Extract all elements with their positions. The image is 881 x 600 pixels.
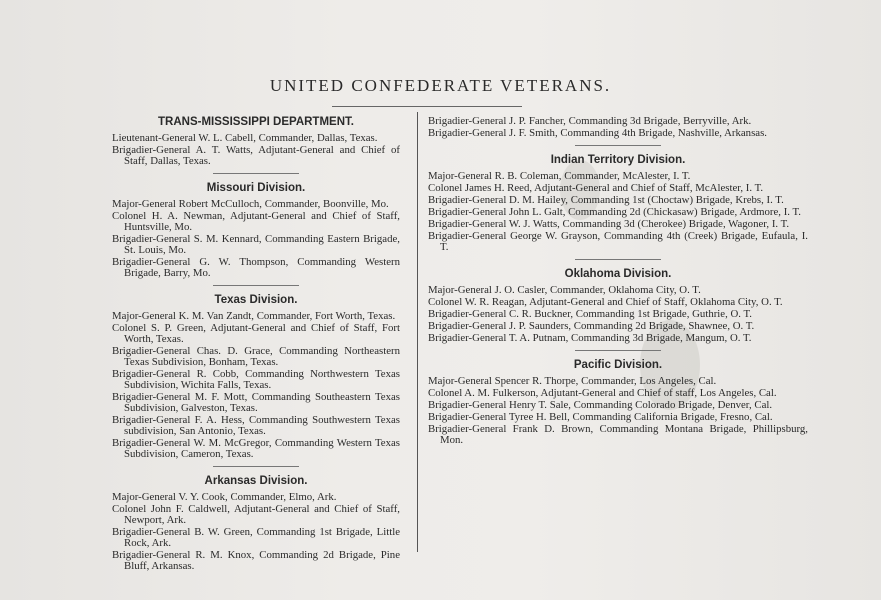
- officer-entry: Colonel W. R. Reagan, Adjutant-General and Chief of Staff, Oklahoma City, O. T.: [428, 296, 783, 308]
- officer-entry: Brigadier-General B. W. Green, Commanding 1st Brigade, Little Rock, Ark.: [112, 526, 400, 549]
- officer-entry: Brigadier-General C. R. Buckner, Commanding 1st Brigade, Guthrie, O. T.: [428, 308, 752, 320]
- officer-entry: Brigadier-General J. P. Fancher, Commanding 3d Brigade, Berryville, Ark.: [428, 115, 752, 127]
- officer-entry: Brigadier-General G. W. Thompson, Commanding Western Brigade, Barry, Mo.: [112, 256, 400, 279]
- section-rule: [575, 350, 661, 351]
- officer-entry: Brigadier-General A. T. Watts, Adjutant-General and Chief of Staff, Dallas, Texas.: [112, 144, 400, 167]
- division-missouri: [112, 182, 400, 279]
- officer-entry: Colonel A. M. Fulkerson, Adjutant-General and Chief of staff, Los Angeles, Cal.: [428, 387, 777, 399]
- officer-entry: Brigadier-General Frank D. Brown, Commanding Montana Brigade, Phillipsburg, Mon.: [428, 423, 808, 446]
- division-pacific: [428, 359, 808, 446]
- officer-entry: Brigadier-General Henry T. Sale, Commanding Colorado Brigade, Denver, Cal.: [428, 399, 773, 411]
- division-texas: [112, 294, 400, 460]
- officer-entry: Brigadier-General M. F. Mott, Commanding Southeastern Texas Subdivision, Galveston, Texas.: [112, 391, 400, 414]
- officer-entry: Brigadier-General R. Cobb, Commanding Northwestern Texas Subdivision, Wichita Falls, Texas.: [112, 368, 400, 391]
- officer-entry: Colonel H. A. Newman, Adjutant-General and Chief of Staff, Huntsville, Mo.: [112, 210, 400, 233]
- officer-entry: Brigadier-General D. M. Hailey, Commanding 1st (Choctaw) Brigade, Krebs, I. T.: [428, 194, 784, 206]
- officer-entry: Brigadier-General Chas. D. Grace, Commanding Northeastern Texas Subdivision, Bonham, Texas.: [112, 345, 400, 368]
- section-rule: [575, 259, 661, 260]
- page-title: UNITED CONFEDERATE VETERANS.: [269, 76, 612, 95]
- officer-entry: Lieutenant-General W. L. Cabell, Commander, Dallas, Texas.: [112, 132, 378, 144]
- division-heading: Texas Division.: [214, 294, 298, 306]
- officer-entry: Brigadier-General S. M. Kennard, Commanding Eastern Brigade, St. Louis, Mo.: [112, 233, 400, 256]
- department-section: [112, 116, 400, 167]
- officer-entry: Colonel John F. Caldwell, Adjutant-General and Chief of Staff, Newport, Ark.: [112, 503, 400, 526]
- left-column: [112, 116, 400, 578]
- officer-entry: Brigadier-General T. A. Putnam, Commanding 3d Brigade, Mangum, O. T.: [428, 332, 752, 344]
- officer-entry: Brigadier-General Tyree H. Bell, Commanding California Brigade, Fresno, Cal.: [428, 411, 773, 423]
- officer-entry: Major-General Spencer R. Thorpe, Commander, Los Angeles, Cal.: [428, 375, 717, 387]
- division-heading: Arkansas Division.: [204, 475, 308, 487]
- column-divider: [417, 112, 418, 552]
- officer-entry: Major-General K. M. Van Zandt, Commander, Fort Worth, Texas.: [112, 310, 396, 322]
- officer-entry: Colonel James H. Reed, Adjutant-General and Chief of Staff, McAlester, I. T.: [428, 182, 764, 194]
- officer-entry: Brigadier-General W. M. McGregor, Commanding Western Texas Subdivision, Cameron, Texas.: [112, 437, 400, 460]
- division-heading: Pacific Division.: [573, 359, 663, 371]
- officer-entry: Brigadier-General J. P. Saunders, Commanding 2d Brigade, Shawnee, O. T.: [428, 320, 755, 332]
- division-heading: Indian Territory Division.: [550, 154, 686, 166]
- officer-entry: Brigadier-General J. F. Smith, Commanding 4th Brigade, Nashville, Arkansas.: [428, 127, 767, 139]
- division-indian-territory: [428, 154, 808, 253]
- officer-entry: Major-General R. B. Coleman, Commander, McAlester, I. T.: [428, 170, 691, 182]
- officer-entry: Brigadier-General W. J. Watts, Commanding 3d (Cherokee) Brigade, Wagoner, I. T.: [428, 218, 790, 230]
- officer-entry: Brigadier-General R. M. Knox, Commanding 2d Brigade, Pine Bluff, Arkansas.: [112, 549, 400, 572]
- officer-entry: Brigadier-General F. A. Hess, Commanding Southwestern Texas subdivision, San Antonio, Texas.: [112, 414, 400, 437]
- right-column: [428, 116, 808, 452]
- section-rule: [575, 145, 661, 146]
- officer-entry: Major-General Robert McCulloch, Commander, Boonville, Mo.: [112, 198, 389, 210]
- section-rule: [213, 173, 299, 174]
- officer-entry: Brigadier-General John L. Galt, Commanding 2d (Chickasaw) Brigade, Ardmore, I. T.: [428, 206, 801, 218]
- division-arkansas: [112, 475, 400, 572]
- department-heading: TRANS-MISSISSIPPI DEPARTMENT.: [158, 116, 354, 128]
- division-heading: Oklahoma Division.: [564, 268, 672, 280]
- officer-entry: Colonel S. P. Green, Adjutant-General and Chief of Staff, Fort Worth, Texas.: [112, 322, 400, 345]
- section-rule: [213, 466, 299, 467]
- division-heading: Missouri Division.: [206, 182, 306, 194]
- section-rule: [213, 285, 299, 286]
- officer-entry: Major-General J. O. Casler, Commander, Oklahoma City, O. T.: [428, 284, 701, 296]
- officer-entry: Major-General V. Y. Cook, Commander, Elmo, Ark.: [112, 491, 337, 503]
- officer-entry: Brigadier-General George W. Grayson, Commanding 4th (Creek) Brigade, Eufaula, I. T.: [428, 230, 808, 253]
- division-oklahoma: [428, 268, 808, 344]
- arkansas-continued: [428, 116, 808, 139]
- title-rule: [332, 106, 522, 107]
